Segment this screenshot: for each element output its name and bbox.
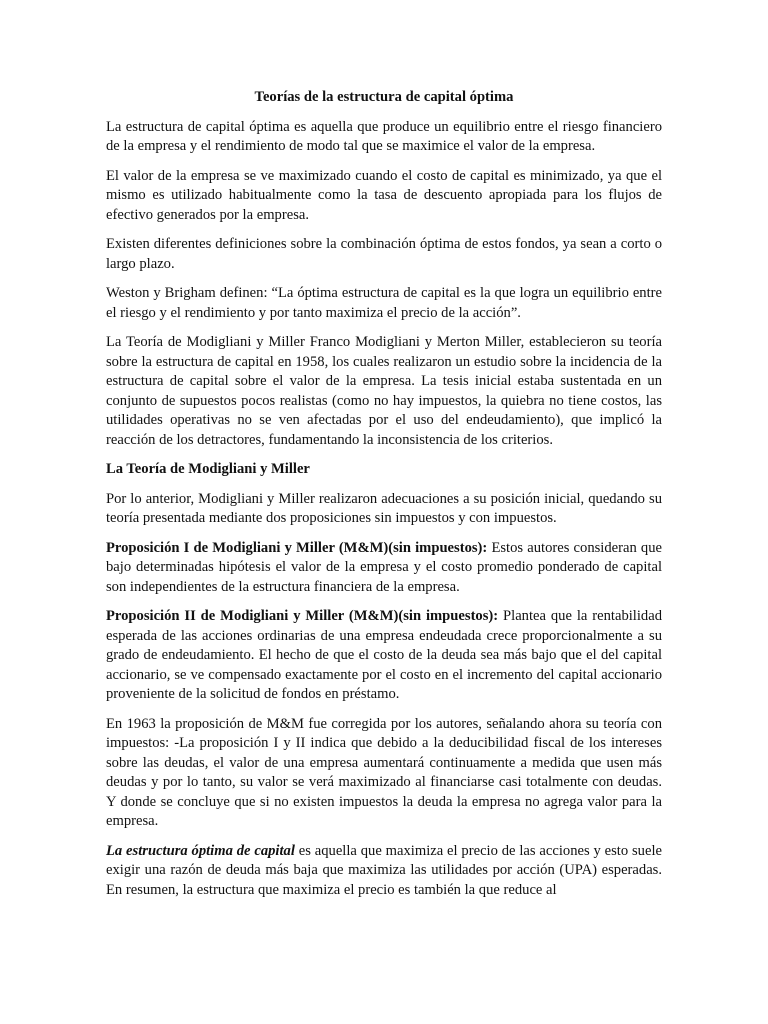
document-title: Teorías de la estructura de capital óptima (254, 89, 514, 105)
paragraph-value-maximization: El valor de la empresa se ve maximizado cuando el costo de capital es minimizado, ya que el mismo es utilizado habitualmente como la tasa de descuento apropiada para los flujos de efectivo generados por la empresa. (106, 167, 662, 223)
paragraph-definitions: Existen diferentes definiciones sobre la combinación óptima de estos fondos, ya sean a corto o largo plazo. (106, 236, 662, 272)
proposition-1-text: Estos autores consideran que bajo determinadas hipótesis el valor de la empresa y el costo promedio ponderado de capital son independientes de la estructura financiera de la empresa. (106, 539, 662, 595)
proposition-2-text: Plantea que la rentabilidad esperada de las acciones ordinarias de una empresa endeudada crece proporcionalmente a su grado de endeudamiento. El hecho de que el costo de la deuda sea más bajo que el del capital accionario, se ve compensado exactamente por el costo en el incremento del capital accionario proveniente de la solicitud de fondos en préstamo. (106, 608, 662, 702)
section-heading: La Teoría de Modigliani y Miller (106, 461, 310, 477)
paragraph-weston-brigham: Weston y Brigham definen: “La óptima estructura de capital es la que logra un equilibrio entre el riesgo y el rendimiento y por tanto maximiza el precio de la acción”. (106, 285, 662, 321)
paragraph-section-intro: Por lo anterior, Modigliani y Miller realizaron adecuaciones a su posición inicial, quedando su teoría presentada mediante dos proposiciones sin impuestos y con impuestos. (106, 490, 662, 526)
final-paragraph-lead: La estructura óptima de capital (106, 842, 295, 859)
paragraph-final (106, 842, 662, 901)
paragraph-definition: La estructura de capital óptima es aquella que produce un equilibrio entre el riesgo financiero de la empresa y el rendimiento de modo tal que se maximice el valor de la empresa. (106, 118, 662, 154)
paragraph-proposition-1 (106, 539, 662, 598)
paragraph-1963: En 1963 la proposición de M&M fue corregida por los autores, señalando ahora su teoría con impuestos: -La proposición I y II indica que debido a la deducibilidad fiscal de los intereses sobre las deudas, el valor de una empresa aumentará continuamente a medida que usen más deudas y por lo tanto, su valor se verá maximizado al financiarse casi totalmente con deudas. Y donde se concluye que si no existen impuestos la deuda la empresa no agrega valor para la empresa. (106, 715, 662, 829)
paragraph-mm-theory: La Teoría de Modigliani y Miller Franco Modigliani y Merton Miller, establecieron su teoría sobre la estructura de capital en 1958, los cuales realizaron un estudio sobre la incidencia de la estructura de capital sobre el valor de la empresa. La tesis inicial estaba sustentada en un conjunto de supuestos pocos realistas (como no hay impuestos, la quiebra no tiene costos, las utilidades operativas no se ven afectadas por el uso del endeudamiento), que implicó la reacción de los detractores, fundamentando la inconsistencia de los criterios. (106, 334, 662, 448)
final-paragraph-text: es aquella que maximiza el precio de las acciones y esto suele exigir una razón de deuda más baja que maximiza las utilidades por acción (UPA) esperadas. En resumen, la estructura que maximiza el precio es también la que reduce al (106, 842, 662, 898)
paragraph-proposition-2 (106, 607, 662, 705)
proposition-1-lead: Proposición I de Modigliani y Miller (M&M)(sin impuestos): (106, 539, 488, 556)
proposition-2-lead: Proposición II de Modigliani y Miller (M&M)(sin impuestos): (106, 608, 499, 624)
